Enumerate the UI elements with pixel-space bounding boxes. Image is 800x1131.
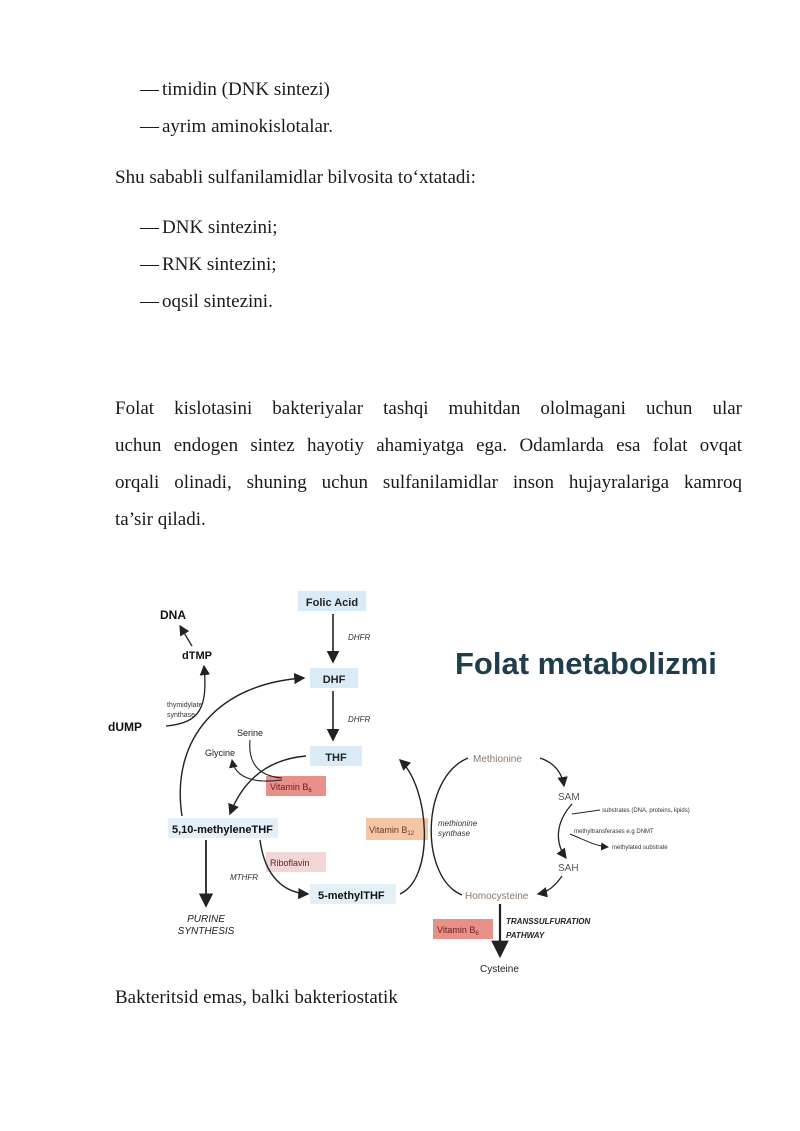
enzyme-thymidylate-1: thymidylate bbox=[167, 702, 203, 709]
list-item bbox=[140, 78, 330, 102]
line-substrates bbox=[572, 810, 600, 814]
dash-bullet: — bbox=[140, 116, 159, 137]
node-sam: SAM bbox=[558, 792, 580, 803]
node-methyl-thf: 5-methylTHF bbox=[318, 890, 385, 902]
arrow-sah-to-homocysteine bbox=[538, 876, 562, 894]
node-glycine: Glycine bbox=[205, 748, 236, 758]
arrow-serine bbox=[250, 740, 282, 778]
enzyme-dhfr-1: DHFR bbox=[348, 633, 371, 642]
figure-caption: Bakteritsid emas, balki bakteriostatik bbox=[115, 987, 398, 1008]
node-homocysteine: Homocysteine bbox=[465, 891, 529, 902]
arrow-methionine-to-sam bbox=[540, 758, 564, 786]
vitamin-b6-top-label: Vitamin $B_6$ bbox=[270, 782, 312, 794]
node-dhf: DHF bbox=[322, 674, 346, 686]
arrow-sam-to-sah bbox=[558, 804, 572, 858]
enzyme-transsulfuration-2: PATHWAY bbox=[506, 931, 545, 940]
list-item-text: DNK sintezini; bbox=[162, 217, 278, 238]
node-methylene-thf: 5,10-methyleneTHF bbox=[172, 824, 273, 836]
node-serine: Serine bbox=[237, 728, 264, 738]
paragraph-line: Folat kislotasini bakteriyalar tashqi muhitdan ololmagani uchun ular bbox=[115, 398, 742, 419]
node-purine: PURINE bbox=[187, 914, 225, 925]
vitamin-b6-bottom-label: Vitamin $B_6$ bbox=[437, 925, 479, 937]
folate-diagram-svg bbox=[100, 588, 740, 983]
node-dump: dUMP bbox=[108, 720, 142, 734]
node-thf: THF bbox=[325, 752, 347, 764]
label-substrates: substrates (DNA, proteins, lipids) bbox=[602, 808, 690, 814]
riboflavin-label: Riboflavin bbox=[270, 858, 310, 868]
node-sah: SAH bbox=[558, 863, 579, 874]
list-item bbox=[140, 290, 273, 314]
label-methyltransferases: methyltransferases e.g DNMT bbox=[574, 829, 654, 835]
dash-bullet: — bbox=[140, 254, 159, 275]
label-methylated-substrate: methylated substrate bbox=[612, 845, 668, 851]
enzyme-thymidylate-2: synthase bbox=[167, 712, 196, 719]
list-item bbox=[140, 115, 333, 139]
enzyme-dhfr-2: DHFR bbox=[348, 715, 371, 724]
paragraph-line: orqali olinadi, shuning uchun sulfanilamidlar inson hujayralariga kamroq bbox=[115, 472, 742, 493]
vitamin-b12-label: Vitamin $B_{12}$ bbox=[369, 825, 415, 837]
figure-title: Folat metabolizmi bbox=[455, 646, 717, 681]
list-item-text: oqsil sintezini. bbox=[162, 291, 273, 312]
node-dna: DNA bbox=[160, 608, 186, 622]
paragraph-line: uchun endogen sintez hayotiy ahamiyatga ega. Odamlarda esa folat ovqat bbox=[115, 435, 742, 456]
folate-diagram bbox=[100, 588, 740, 983]
dash-bullet: — bbox=[140, 291, 159, 312]
list-item-text: ayrim aminokislotalar. bbox=[162, 116, 333, 137]
dash-bullet: — bbox=[140, 217, 159, 238]
dash-bullet: — bbox=[140, 79, 159, 100]
enzyme-methionine-synthase-1: methionine bbox=[438, 819, 478, 828]
list-item bbox=[140, 216, 278, 240]
enzyme-mthfr: MTHFR bbox=[230, 873, 258, 882]
list-item bbox=[140, 253, 277, 277]
body-paragraph bbox=[115, 390, 742, 538]
intro-sentence: Shu sababli sulfanilamidlar bilvosita to‘xtatadi: bbox=[115, 167, 476, 188]
enzyme-methionine-synthase-2: synthase bbox=[438, 829, 471, 838]
node-synthesis: SYNTHESIS bbox=[177, 926, 235, 937]
node-folic-acid: Folic Acid bbox=[305, 597, 359, 609]
node-dtmp: dTMP bbox=[182, 650, 212, 662]
arrow-dtmp-to-dna bbox=[180, 626, 192, 646]
paragraph-line: ta’sir qiladi. bbox=[115, 509, 206, 530]
list-item-text: timidin (DNK sintezi) bbox=[162, 79, 330, 100]
node-methionine: Methionine bbox=[473, 754, 522, 765]
list-item-text: RNK sintezini; bbox=[162, 254, 277, 275]
enzyme-transsulfuration-1: TRANSSULFURATION bbox=[506, 917, 591, 926]
arrow-methylated-substrate bbox=[570, 834, 608, 847]
node-cysteine: Cysteine bbox=[480, 964, 519, 975]
